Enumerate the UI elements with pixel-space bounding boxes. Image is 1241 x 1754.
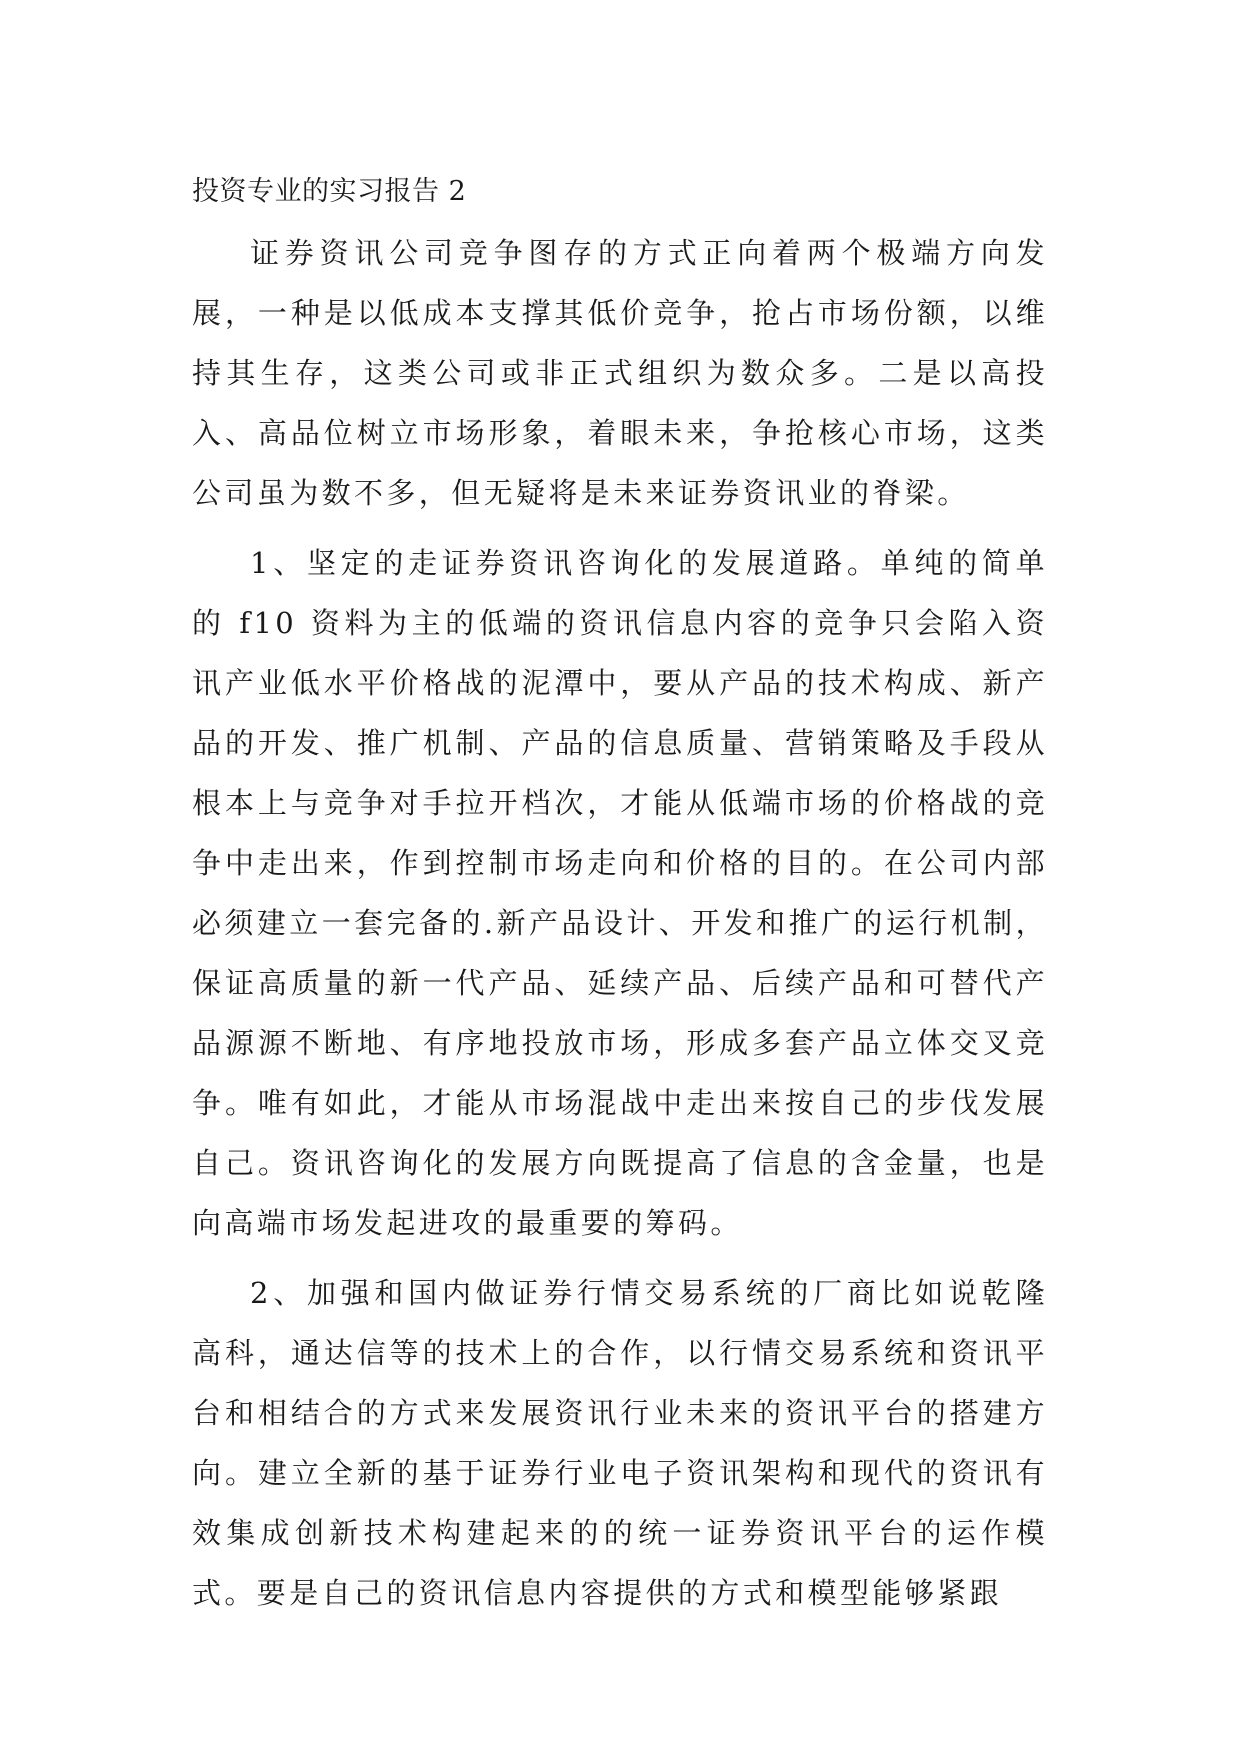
paragraph-point-2: 2、加强和国内做证券行情交易系统的厂商比如说乾隆高科，通达信等的技术上的合作，以行情交易系统和资讯平台和相结合的方式来发展资讯行业未来的资讯平台的搭建方向。建立全新的基于证券行业电子资讯架构和现代的资讯有效集成创新技术构建起来的的统一证券资讯平台的运作模式。要是自己的资讯信息内容提供的方式和模型能够紧跟 [192, 1276, 1048, 1610]
paragraph-point-1: 1、坚定的走证券资讯咨询化的发展道路。单纯的简单的 f10 资料为主的低端的资讯信息内容的竞争只会陷入资讯产业低水平价格战的泥潭中，要从产品的技术构成、新产品的开发、推广机制、产品的信息质量、营销策略及手段从根本上与竞争对手拉开档次，才能从低端市场的价格战的竞争中走出来，作到控制市场走向和价格的目的。在公司内部必须建立一套完备的.新产品设计、开发和推广的运行机制，保证高质量的新一代产品、延续产品、后续产品和可替代产品源源不断地、有序地投放市场，形成多套产品立体交叉竞争。唯有如此，才能从市场混战中走出来按自己的步伐发展自己。资讯咨询化的发展方向既提高了信息的含金量，也是向高端市场发起进攻的最重要的筹码。 [192, 546, 1048, 1240]
document-title: 投资专业的实习报告 2 [192, 176, 467, 207]
document-body [192, 162, 1048, 1623]
paragraph-intro: 证券资讯公司竞争图存的方式正向着两个极端方向发展，一种是以低成本支撑其低价竞争，抢占市场份额，以维持其生存，这类公司或非正式组织为数众多。二是以高投入、高品位树立市场形象，着眼未来，争抢核心市场，这类公司虽为数不多，但无疑将是未来证券资讯业的脊梁。 [192, 236, 1048, 510]
